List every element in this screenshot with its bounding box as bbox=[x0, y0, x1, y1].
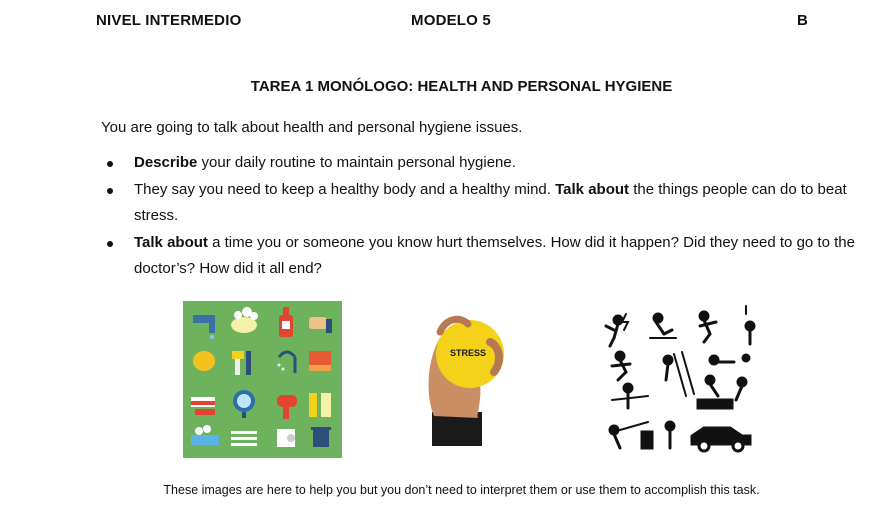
hygiene-icons-image bbox=[183, 301, 342, 458]
level-label: NIVEL INTERMEDIO bbox=[96, 12, 242, 29]
stress-ball-svg bbox=[420, 312, 515, 446]
model-label: MODELO 5 bbox=[411, 12, 491, 29]
electric-shock-icon bbox=[606, 314, 628, 346]
bullet-bold: Describe bbox=[134, 154, 198, 171]
hit-head-icon bbox=[746, 306, 754, 344]
slip-fall-icon bbox=[650, 314, 676, 338]
dragged-icon bbox=[710, 355, 749, 364]
hygiene-icons-svg bbox=[183, 301, 342, 458]
sponge-icon bbox=[193, 351, 215, 371]
falling-person-icon bbox=[700, 312, 716, 342]
toilet-paper-icon bbox=[277, 429, 295, 447]
task-intro: You are going to talk about health and personal hygiene issues. bbox=[101, 119, 523, 136]
bullet-dot bbox=[107, 188, 113, 194]
faucet-icon bbox=[193, 315, 215, 339]
barrier-icon bbox=[612, 384, 648, 408]
stress-ball-image bbox=[420, 312, 515, 446]
bullet-dot bbox=[107, 161, 113, 167]
trip-box-icon bbox=[698, 376, 746, 408]
bullet-item bbox=[101, 177, 861, 230]
toothpaste-icon bbox=[191, 397, 215, 415]
image-caption: These images are here to help you but you don’t need to interpret them or use them to accomplish this task. bbox=[163, 483, 760, 497]
car-accident-icon bbox=[692, 428, 750, 451]
bullet-bold: Talk about bbox=[555, 180, 630, 198]
bullet-dot bbox=[107, 241, 113, 247]
toothbrush-icon bbox=[232, 351, 251, 375]
bullet-text: a time you or someone you know hurt themselves. How did it happen? Did they need to go to the doctor’s? How did it all end? bbox=[134, 233, 855, 277]
trash-bin-icon bbox=[311, 427, 331, 447]
trip-over-icon bbox=[612, 352, 630, 380]
soap-foam-icon bbox=[231, 307, 258, 333]
shower-icon bbox=[278, 352, 296, 373]
bullet-pre: They say you need to keep a healthy body and a healthy mind. bbox=[134, 180, 556, 198]
accident-pictograms-svg bbox=[600, 300, 770, 460]
ladder-fall-icon bbox=[664, 352, 694, 396]
task-title: TAREA 1 MONÓLOGO: HEALTH AND PERSONAL HYGIENE bbox=[250, 78, 673, 95]
bullet-item bbox=[101, 230, 861, 283]
task-bullets bbox=[101, 150, 861, 283]
bullet-bold: Talk about bbox=[134, 233, 208, 251]
bullet-item bbox=[101, 150, 861, 177]
comb-scissors-icon bbox=[309, 393, 331, 417]
hand-wash-icon bbox=[309, 317, 332, 333]
stress-ball-label: STRESS bbox=[449, 348, 487, 358]
bath-mat-icon bbox=[231, 431, 257, 446]
falling-object-icon bbox=[666, 422, 674, 448]
variant-label: B bbox=[797, 12, 809, 29]
soap-bottle-icon bbox=[279, 307, 293, 337]
bathtub-icon bbox=[191, 425, 219, 445]
accident-pictograms-image bbox=[600, 300, 770, 460]
hairdryer-icon bbox=[277, 395, 297, 419]
bullet-text: the things people can do to beat stress. bbox=[134, 180, 847, 224]
bullet-text: your daily routine to maintain personal hygiene. bbox=[197, 154, 516, 171]
mirror-icon bbox=[233, 390, 255, 418]
crush-icon bbox=[610, 422, 652, 448]
towel-icon bbox=[309, 351, 331, 371]
